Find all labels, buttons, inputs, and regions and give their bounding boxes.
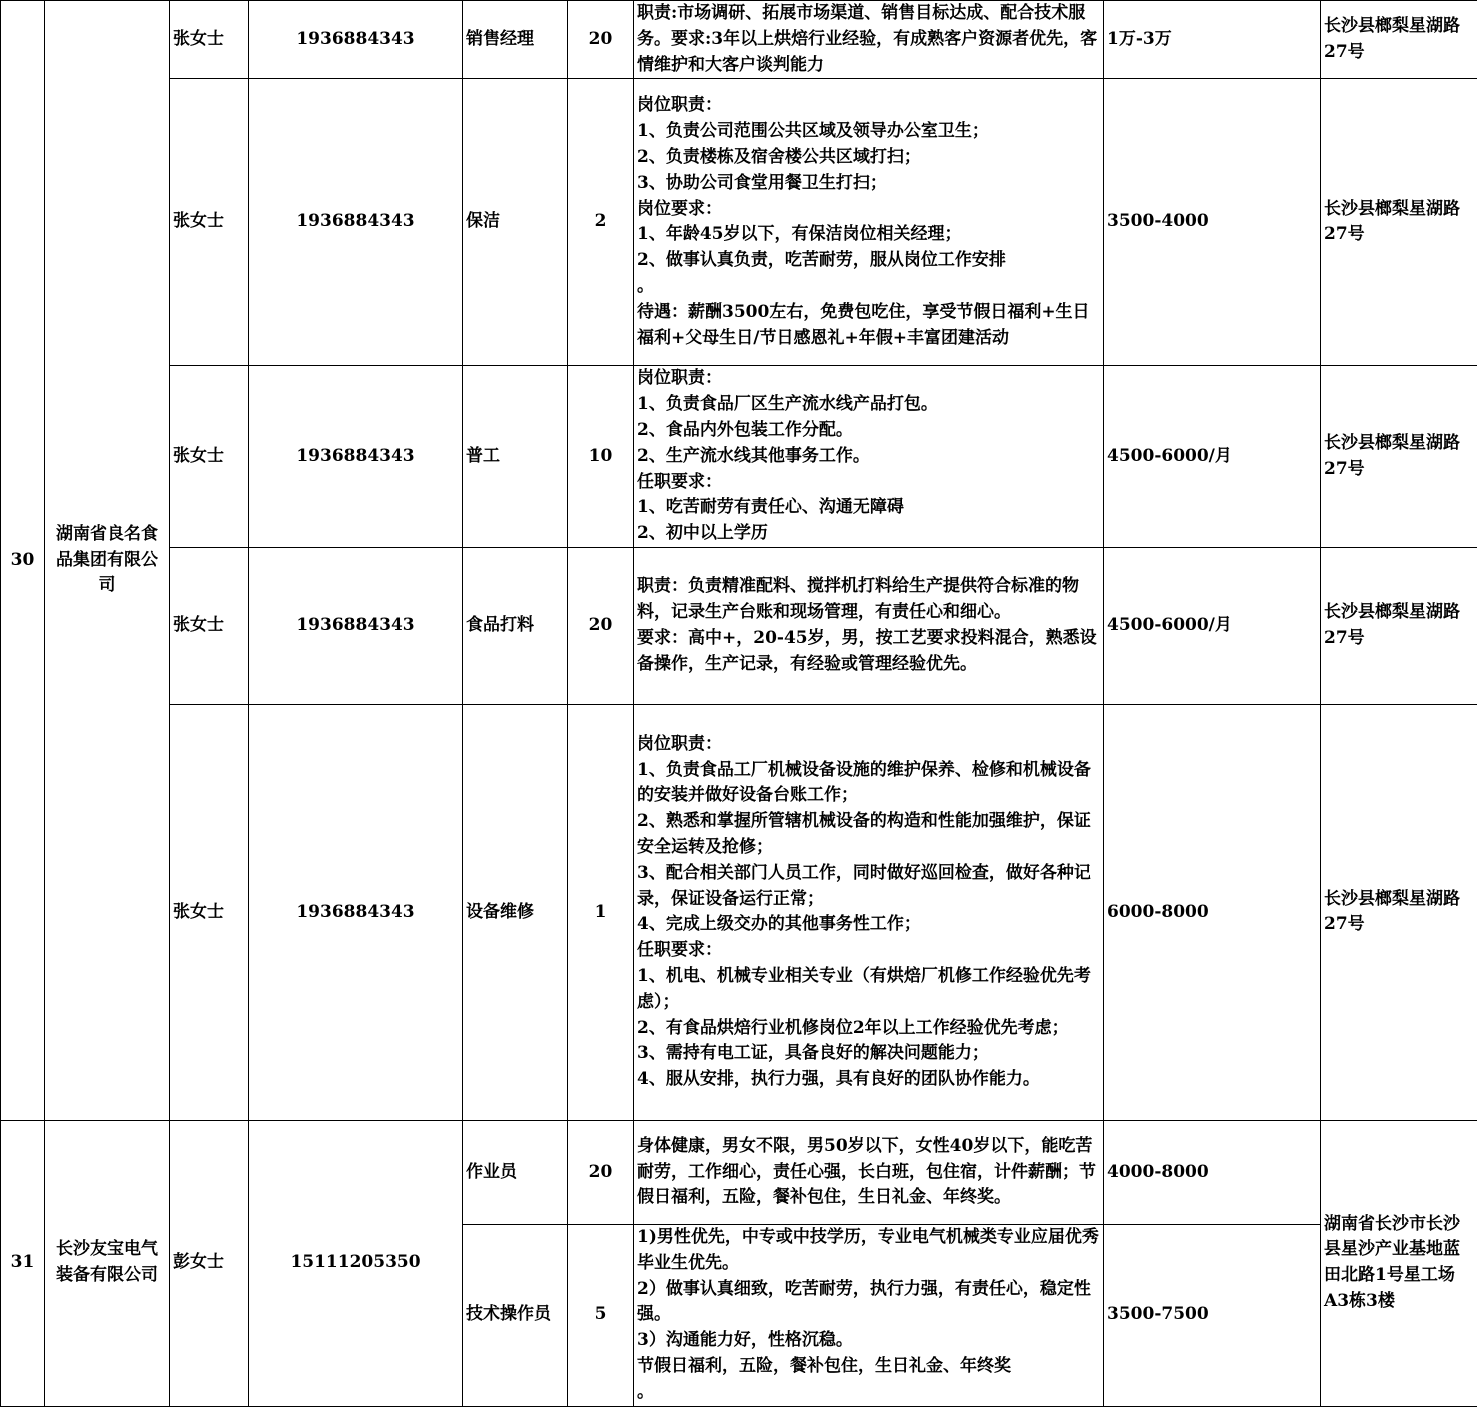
job-title-cell: 作业员	[463, 1120, 568, 1224]
job-description-cell: 职责:市场调研、拓展市场渠道、销售目标达成、配合技术服务。要求:3年以上烘焙行业经验，有成熟客户资源者优先，客情维护和大客户谈判能力	[634, 1, 1104, 79]
contact-cell: 张女士	[170, 547, 249, 704]
salary-cell: 1万-3万	[1104, 1, 1321, 79]
headcount-cell: 5	[568, 1224, 634, 1406]
headcount-cell: 20	[568, 1, 634, 79]
job-description-cell: 1)男性优先，中专或中技学历，专业电气机械类专业应届优秀毕业生优先。 2）做事认真细致，吃苦耐劳，执行力强，有责任心，稳定性强。 3）沟通能力好，性格沉稳。 节假日福利，五险，餐补包住，生日礼金、年终奖 。	[634, 1224, 1104, 1406]
headcount-cell: 20	[568, 547, 634, 704]
contact-cell: 张女士	[170, 79, 249, 366]
contact-cell: 张女士	[170, 704, 249, 1120]
address-cell: 长沙县榔梨星湖路27号	[1321, 79, 1477, 366]
phone-cell: 1936884343	[249, 1, 463, 79]
salary-cell: 4500-6000/月	[1104, 366, 1321, 548]
headcount-cell: 20	[568, 1120, 634, 1224]
phone-cell: 1936884343	[249, 547, 463, 704]
job-description-cell: 身体健康，男女不限，男50岁以下，女性40岁以下，能吃苦耐劳，工作细心，责任心强，长白班，包住宿，计件薪酬；节假日福利，五险，餐补包住，生日礼金、年终奖。	[634, 1120, 1104, 1224]
salary-cell: 4000-8000	[1104, 1120, 1321, 1224]
table-row	[1, 1120, 1477, 1224]
table-row	[1, 366, 1477, 548]
table-row	[1, 547, 1477, 704]
headcount-cell: 2	[568, 79, 634, 366]
job-title-cell: 技术操作员	[463, 1224, 568, 1406]
company-name: 湖南省良名食品集团有限公司	[45, 1, 170, 1121]
address-cell: 湖南省长沙市长沙县星沙产业基地蓝田北路1号星工场A3栋3楼	[1321, 1120, 1477, 1406]
company-number: 31	[1, 1120, 45, 1406]
job-description-cell: 岗位职责： 1、负责食品工厂机械设备设施的维护保养、检修和机械设备的安装并做好设备台账工作； 2、熟悉和掌握所管辖机械设备的构造和性能加强维护，保证安全运转及抢修； 3、配合相关部门人员工作，同时做好巡回检查，做好各种记录，保证设备运行正常； 4、完成上级交办的其他事务性工作； 任职要求： 1、机电、机械专业相关专业（有烘焙厂机修工作经验优先考虑）； 2、有食品烘焙行业机修岗位2年以上工作经验优先考虑； 3、需持有电工证，具备良好的解决问题能力； 4、服从安排，执行力强，具有良好的团队协作能力。	[634, 704, 1104, 1120]
company-name: 长沙友宝电气装备有限公司	[45, 1120, 170, 1406]
contact-cell: 张女士	[170, 1, 249, 79]
job-description-cell: 岗位职责： 1、负责公司范围公共区域及领导办公室卫生； 2、负责楼栋及宿舍楼公共区域打扫； 3、协助公司食堂用餐卫生打扫； 岗位要求： 1、年龄45岁以下，有保洁岗位相关经理； 2、做事认真负责，吃苦耐劳，服从岗位工作安排 。 待遇：薪酬3500左右，免费包吃住，享受节假日福利+生日福利+父母生日/节日感恩礼+年假+丰富团建活动	[634, 79, 1104, 366]
salary-cell: 4500-6000/月	[1104, 547, 1321, 704]
address-cell: 长沙县榔梨星湖路27号	[1321, 547, 1477, 704]
address-cell: 长沙县榔梨星湖路27号	[1321, 704, 1477, 1120]
job-title-cell: 普工	[463, 366, 568, 548]
contact-cell: 彭女士	[170, 1120, 249, 1406]
table-row	[1, 704, 1477, 1120]
address-cell: 长沙县榔梨星湖路27号	[1321, 1, 1477, 79]
company-number: 30	[1, 1, 45, 1121]
contact-cell: 张女士	[170, 366, 249, 548]
salary-cell: 3500-4000	[1104, 79, 1321, 366]
phone-cell: 1936884343	[249, 79, 463, 366]
headcount-cell: 10	[568, 366, 634, 548]
job-title-cell: 保洁	[463, 79, 568, 366]
address-cell: 长沙县榔梨星湖路27号	[1321, 366, 1477, 548]
phone-cell: 1936884343	[249, 366, 463, 548]
phone-cell: 15111205350	[249, 1120, 463, 1406]
phone-cell: 1936884343	[249, 704, 463, 1120]
job-title-cell: 食品打料	[463, 547, 568, 704]
table-row	[1, 1, 1477, 79]
job-title-cell: 销售经理	[463, 1, 568, 79]
job-description-cell: 职责：负责精准配料、搅拌机打料给生产提供符合标准的物料，记录生产台账和现场管理，有责任心和细心。 要求：高中+，20-45岁，男，按工艺要求投料混合，熟悉设备操作，生产记录，有经验或管理经验优先。	[634, 547, 1104, 704]
table-row	[1, 79, 1477, 366]
salary-cell: 6000-8000	[1104, 704, 1321, 1120]
headcount-cell: 1	[568, 704, 634, 1120]
job-description-cell: 岗位职责： 1、负责食品厂区生产流水线产品打包。 2、食品内外包装工作分配。 2、生产流水线其他事务工作。 任职要求： 1、吃苦耐劳有责任心、沟通无障碍 2、初中以上学历	[634, 366, 1104, 548]
salary-cell: 3500-7500	[1104, 1224, 1321, 1406]
job-title-cell: 设备维修	[463, 704, 568, 1120]
